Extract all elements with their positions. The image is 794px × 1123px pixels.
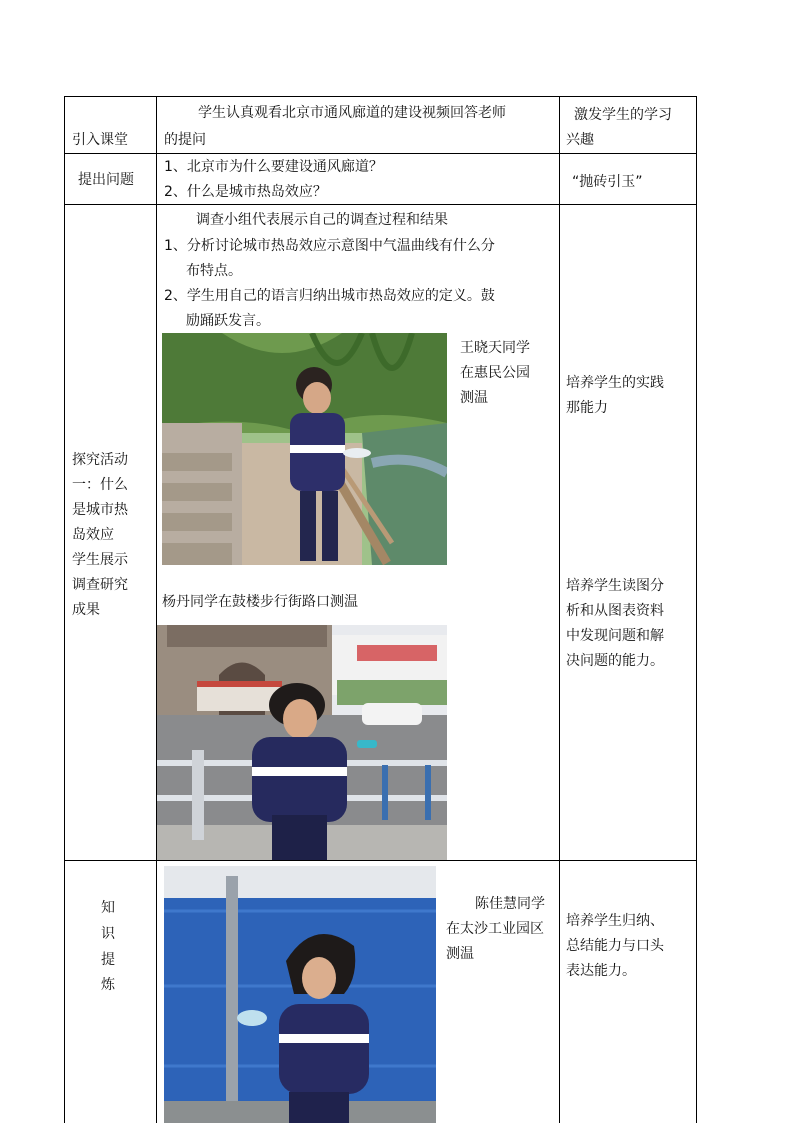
row3-goal2-line: 析和从图表资料 <box>566 603 664 619</box>
table-border-left <box>64 96 65 1123</box>
row2-goal: “抛砖引玉” <box>572 174 643 190</box>
row3-label-line: 探究活动 <box>72 452 128 468</box>
row4-goal-line: 培养学生归纳、 <box>566 913 664 929</box>
photo3-caption-line: 陈佳慧同学 <box>475 896 545 912</box>
row4-label-char: 识 <box>101 926 115 942</box>
row4-goal-line: 表达能力。 <box>566 963 636 979</box>
row1-content-line2: 的提问 <box>164 132 206 148</box>
table-border-row2 <box>64 204 697 205</box>
photo2-caption: 杨丹同学在鼓楼步行街路口测温 <box>162 594 358 610</box>
photo-park-temperature <box>162 333 447 565</box>
row2-question-2: 2、什么是城市热岛效应？ <box>164 184 327 200</box>
photo1-caption-line: 王晓天同学 <box>460 340 530 356</box>
row3-item1-line2: 布特点。 <box>186 263 242 279</box>
row2-label: 提出问题 <box>78 172 134 188</box>
row1-goal-line2: 兴趣 <box>566 132 594 148</box>
photo1-caption-line: 测温 <box>460 390 488 406</box>
photo-street-temperature <box>157 625 447 860</box>
row3-goal2-line: 培养学生读图分 <box>566 578 664 594</box>
row1-goal-line1: 激发学生的学习 <box>574 107 672 123</box>
row4-label-char: 提 <box>101 952 115 968</box>
row3-label-line: 岛效应 <box>72 527 114 543</box>
table-border-col2 <box>559 96 560 1123</box>
row1-content-line1: 学生认真观看北京市通风廊道的建设视频回答老师 <box>198 105 506 121</box>
table-border-col1 <box>156 96 157 1123</box>
row3-item2-line1: 2、学生用自己的语言归纳出城市热岛效应的定义。鼓 <box>164 288 495 304</box>
row3-goal2-line: 中发现问题和解 <box>566 628 664 644</box>
photo-industrial-park-temperature <box>164 866 436 1123</box>
row4-label-char: 知 <box>101 900 115 916</box>
row3-item2-line2: 励踊跃发言。 <box>186 313 270 329</box>
row3-label-line: 学生展示 <box>72 552 128 568</box>
table-border-row1 <box>64 153 697 154</box>
row3-item1-line1: 1、分析讨论城市热岛效应示意图中气温曲线有什么分 <box>164 238 495 254</box>
table-border-right <box>696 96 697 1123</box>
photo3-caption-line: 测温 <box>446 946 474 962</box>
table-border-top <box>64 96 697 97</box>
row3-intro: 调查小组代表展示自己的调查过程和结果 <box>196 212 448 228</box>
row3-goal1-line: 那能力 <box>566 400 608 416</box>
row3-goal1-line: 培养学生的实践 <box>566 375 664 391</box>
row4-label-char: 炼 <box>101 977 115 993</box>
row1-label: 引入课堂 <box>72 132 128 148</box>
row3-goal2-line: 决问题的能力。 <box>566 653 664 669</box>
table-border-row3 <box>64 860 697 861</box>
row3-label-line: 成果 <box>72 602 100 618</box>
row2-question-1: 1、北京市为什么要建设通风廊道？ <box>164 159 383 175</box>
row3-label-line: 一：什么 <box>72 477 128 493</box>
row3-label-line: 是城市热 <box>72 502 128 518</box>
photo1-caption-line: 在惠民公园 <box>460 365 530 381</box>
photo3-caption-line: 在太沙工业园区 <box>446 921 544 937</box>
row4-goal-line: 总结能力与口头 <box>566 938 664 954</box>
row3-label-line: 调查研究 <box>72 577 128 593</box>
